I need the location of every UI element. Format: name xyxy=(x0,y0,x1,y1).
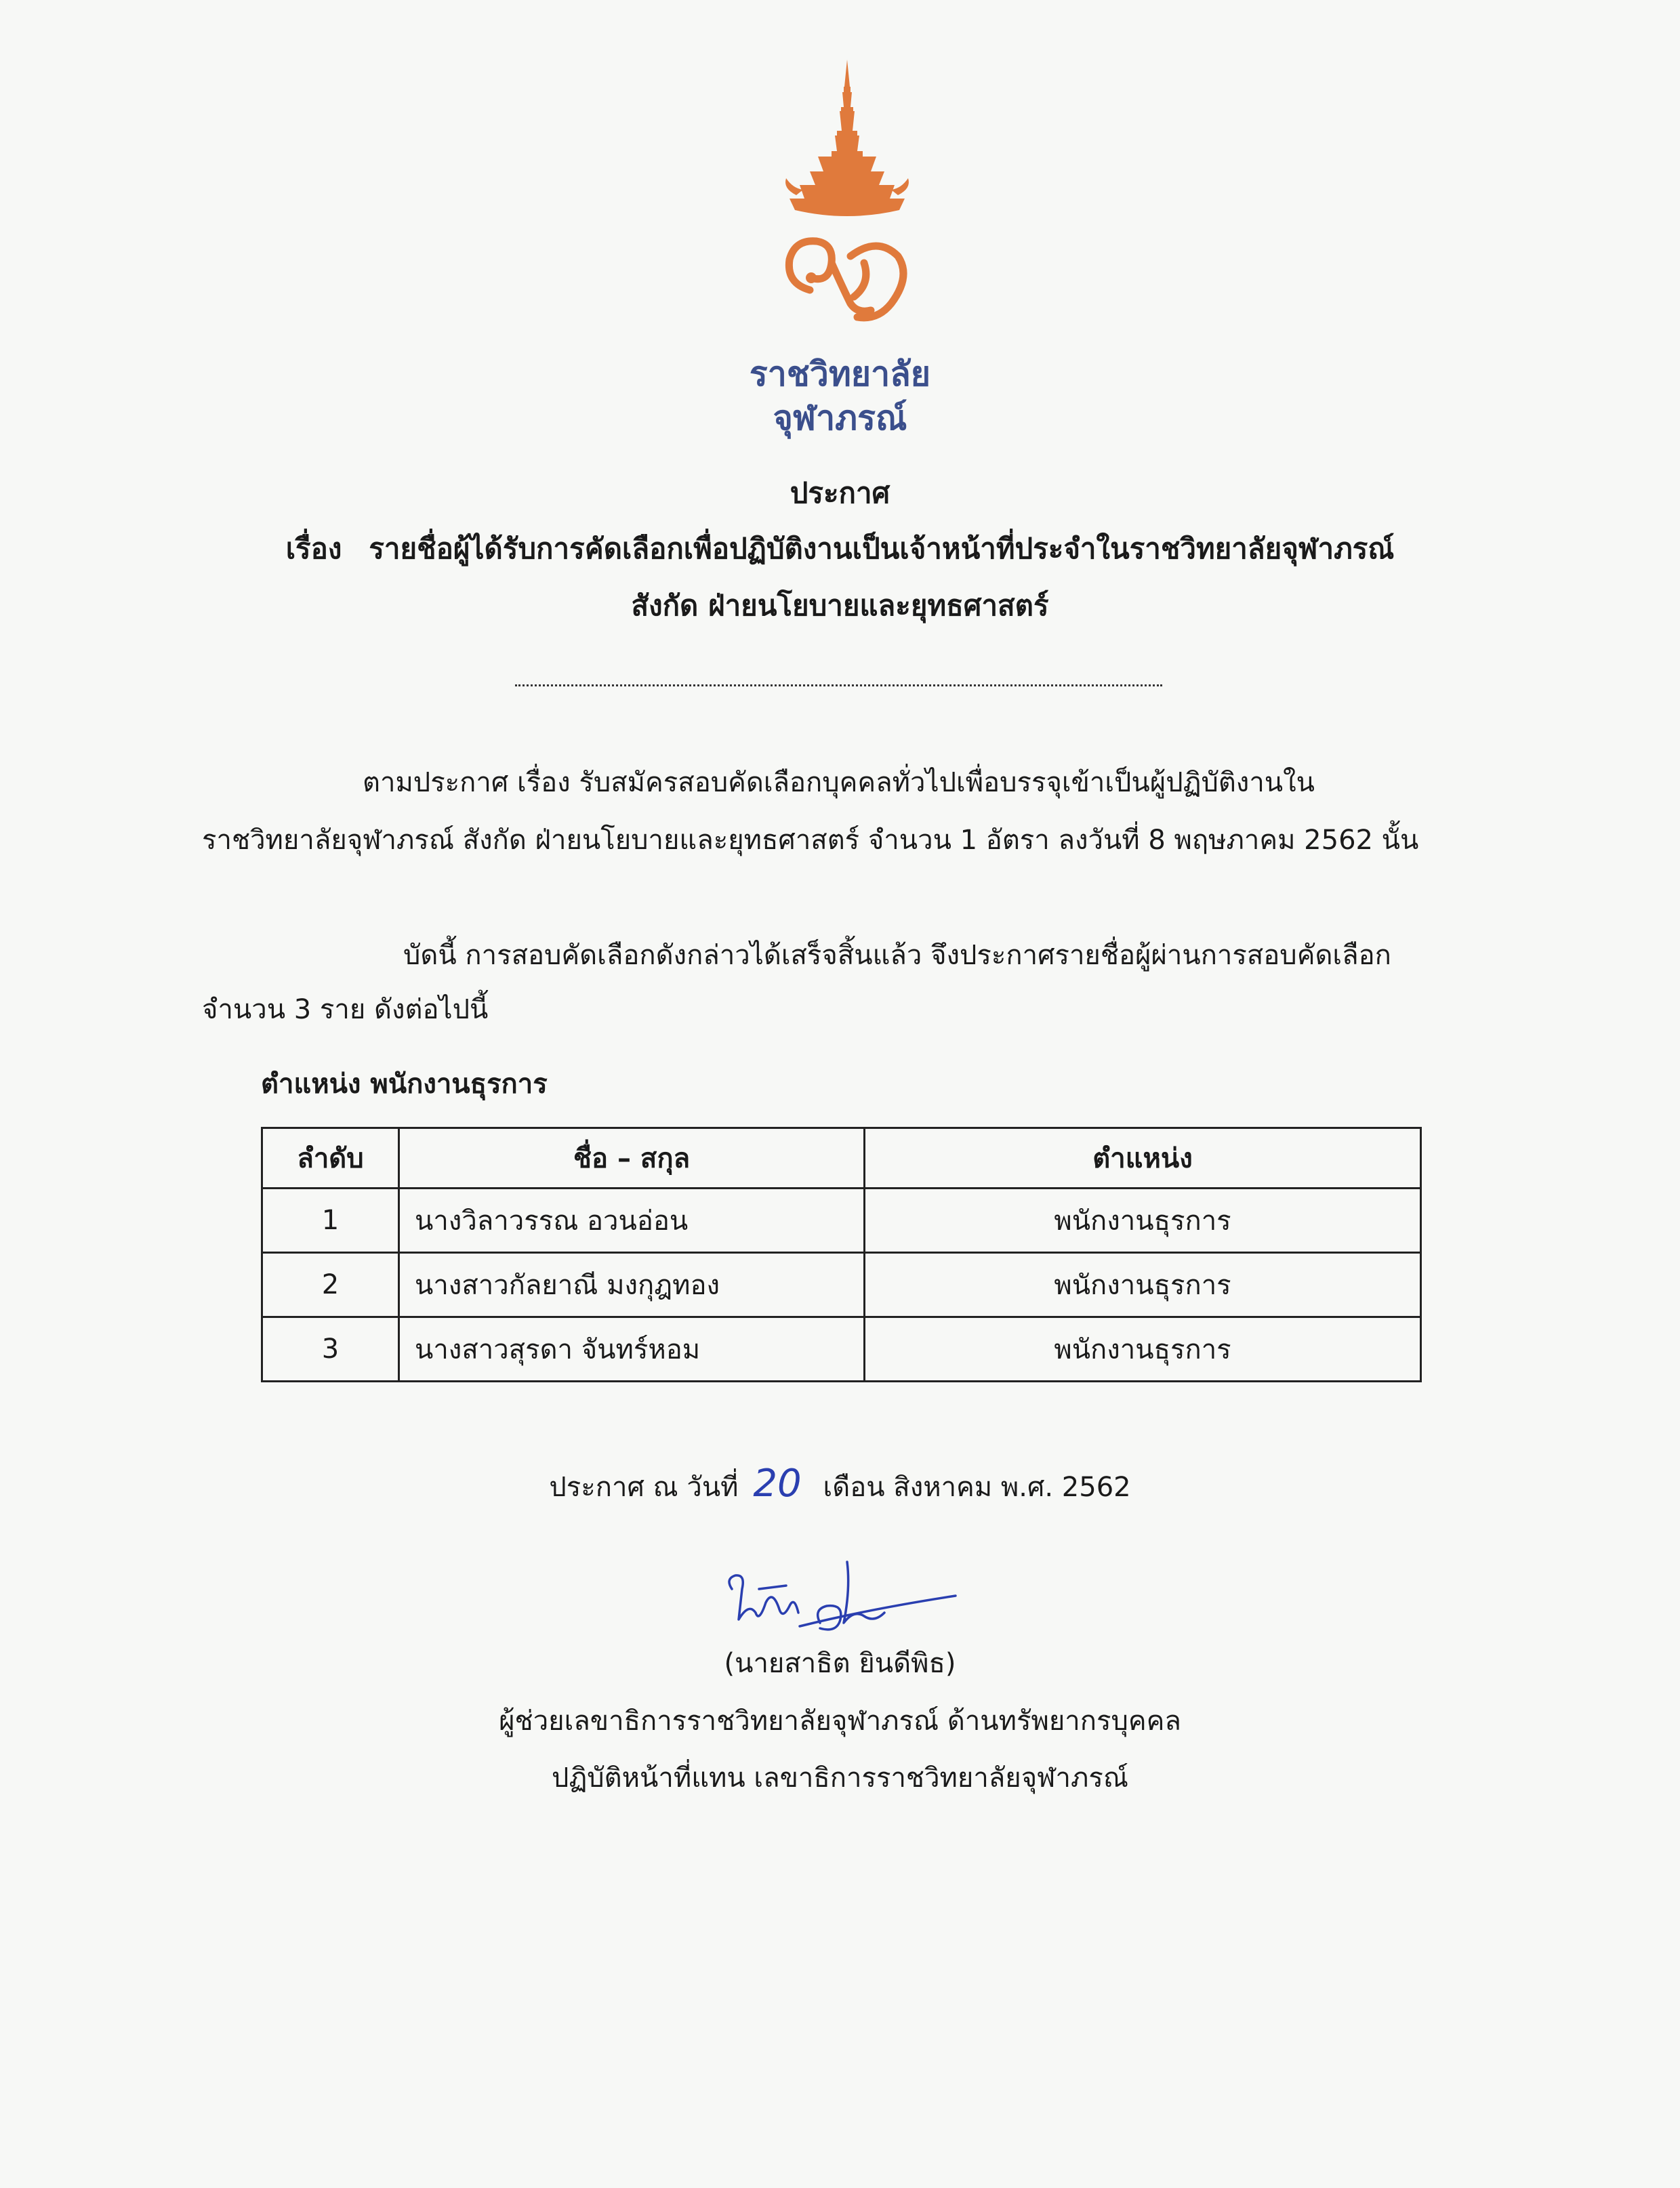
cell-name: นางวิลาวรรณ อวนอ่อน xyxy=(399,1189,865,1253)
cell-position: พนักงานธุรการ xyxy=(865,1189,1421,1253)
table-row xyxy=(262,1189,1421,1253)
table-row xyxy=(262,1317,1421,1382)
paragraph1-line2: ราชวิทยาลัยจุฬาภรณ์ สังกัด ฝ่ายนโยบายและยุทธศาสตร์ จำนวน 1 อัตรา ลงวันที่ 8 พฤษภาคม 2562 นั้น xyxy=(202,825,1419,856)
announcement-subject xyxy=(0,529,1680,569)
announcement-title: ประกาศ xyxy=(790,476,890,510)
table-header-row xyxy=(262,1128,1421,1189)
table-row xyxy=(262,1253,1421,1317)
handwritten-signature xyxy=(718,1548,962,1657)
paragraph2-line1: บัดนี้ การสอบคัดเลือกดังกล่าวได้เสร็จสิ้นแล้ว จึงประกาศรายชื่อผู้ผ่านการสอบคัดเลือก xyxy=(403,940,1391,971)
announcement-department: สังกัด ฝ่ายนโยบายและยุทธศาสตร์ xyxy=(631,589,1049,622)
cell-name: นางสาวสุรดา จันทร์หอม xyxy=(399,1317,865,1382)
subject-text: รายชื่อผู้ได้รับการคัดเลือกเพื่อปฏิบัติงานเป็นเจ้าหน้าที่ประจำในราชวิทยาลัยจุฬาภรณ์ xyxy=(369,532,1395,565)
cell-position: พนักงานธุรการ xyxy=(865,1317,1421,1382)
paragraph1-line1: ตามประกาศ เรื่อง รับสมัครสอบคัดเลือกบุคคลทั่วไปเพื่อบรรจุเข้าเป็นผู้ปฏิบัติงานใน xyxy=(363,767,1315,798)
header-order: ลำดับ xyxy=(262,1128,399,1189)
org-name-line1: ราชวิทยาลัย xyxy=(749,354,931,394)
date-prefix: ประกาศ ณ วันที่ xyxy=(549,1472,739,1503)
subject-label: เรื่อง xyxy=(285,532,342,565)
cell-position: พนักงานธุรการ xyxy=(865,1253,1421,1317)
announcement-date xyxy=(0,1464,1680,1508)
paragraph2-line2: จำนวน 3 ราย ดังต่อไปนี้ xyxy=(202,994,489,1025)
cell-order: 1 xyxy=(262,1189,399,1253)
cell-name: นางสาวกัลยาณี มงกุฎทอง xyxy=(399,1253,865,1317)
date-month-year: เดือน สิงหาคม พ.ศ. 2562 xyxy=(823,1472,1131,1503)
signatory-name: (นายสาธิต ยินดีพิธ) xyxy=(724,1648,956,1679)
cell-order: 2 xyxy=(262,1253,399,1317)
cell-order: 3 xyxy=(262,1317,399,1382)
date-day-handwritten: 20 xyxy=(753,1462,802,1506)
results-table xyxy=(261,1127,1422,1382)
royal-crest-icon xyxy=(769,60,925,351)
dotted-divider xyxy=(515,684,1162,686)
header-name: ชื่อ – สกุล xyxy=(399,1128,865,1189)
signatory-position-line1: ผู้ช่วยเลขาธิการราชวิทยาลัยจุฬาภรณ์ ด้านทรัพยากรบุคคล xyxy=(499,1706,1181,1737)
position-heading: ตำแหน่ง พนักงานธุรการ xyxy=(261,1069,548,1100)
signatory-position-line2: ปฏิบัติหน้าที่แทน เลขาธิการราชวิทยาลัยจุฬาภรณ์ xyxy=(552,1762,1128,1794)
org-name-line2: จุฬาภรณ์ xyxy=(773,398,907,438)
header-position: ตำแหน่ง xyxy=(865,1128,1421,1189)
